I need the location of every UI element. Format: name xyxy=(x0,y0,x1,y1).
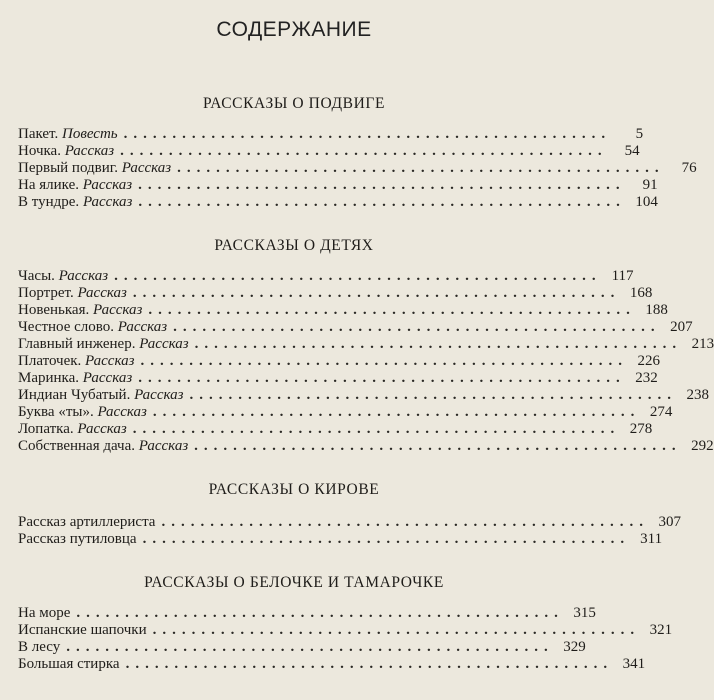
page-number: 168 xyxy=(629,285,653,301)
toc-entry[interactable] xyxy=(18,194,658,210)
toc-entry[interactable] xyxy=(18,639,586,655)
entry-genre: Рассказ xyxy=(121,160,172,176)
entry-genre: Рассказ xyxy=(58,268,109,284)
entry-label xyxy=(18,639,60,655)
entry-title: Платочек. xyxy=(18,353,82,369)
section-heading: РАССКАЗЫ О ДЕТЯХ xyxy=(214,237,374,254)
page-title: СОДЕРЖАНИЕ xyxy=(216,18,372,41)
toc-entry[interactable] xyxy=(18,605,596,621)
entry-label xyxy=(18,160,171,176)
section-heading: РАССКАЗЫ О БЕЛОЧКЕ И ТАМАРОЧКЕ xyxy=(144,574,444,591)
entry-title: В тундре. xyxy=(18,194,80,210)
page-number: 292 xyxy=(691,438,714,454)
entry-genre: Рассказ xyxy=(92,302,143,318)
page-number: 232 xyxy=(635,370,658,386)
entry-label xyxy=(18,514,155,530)
entry-genre: Рассказ xyxy=(64,143,115,159)
entry-label xyxy=(18,656,120,672)
entry-genre: Рассказ xyxy=(85,353,135,369)
entry-genre: Рассказ xyxy=(138,438,189,454)
page-number: 315 xyxy=(573,605,596,621)
entry-label xyxy=(18,370,132,386)
toc-entry[interactable] xyxy=(18,370,658,386)
entry-title: Рассказ путиловца xyxy=(18,531,137,547)
toc-entry[interactable] xyxy=(18,404,673,420)
entry-label xyxy=(18,194,132,210)
entry-title: Маринка. xyxy=(18,370,80,386)
toc-entry[interactable] xyxy=(18,514,681,530)
page-number: 329 xyxy=(563,639,586,655)
leader-dots: .................................................. xyxy=(189,387,677,403)
toc-entry[interactable] xyxy=(18,531,663,547)
page-number: 91 xyxy=(642,177,658,193)
leader-dots: .................................................. xyxy=(66,639,554,655)
entry-label xyxy=(18,421,127,437)
toc-entry[interactable] xyxy=(18,177,658,193)
entry-label xyxy=(18,353,134,369)
page-number: 188 xyxy=(645,302,668,318)
leader-dots: .................................................. xyxy=(177,160,665,176)
page-number: 54 xyxy=(624,143,640,159)
leader-dots: .................................................. xyxy=(142,531,631,547)
leader-dots: .................................................. xyxy=(125,656,614,672)
entry-label xyxy=(18,387,183,403)
entry-genre: Рассказ xyxy=(77,421,127,437)
entry-title: Буква «ты». xyxy=(18,404,94,420)
entry-label xyxy=(18,622,147,638)
entry-genre: Рассказ xyxy=(117,319,168,335)
entry-genre: Повесть xyxy=(62,126,118,142)
leader-dots: .................................................. xyxy=(76,605,564,621)
entry-title: На ялике. xyxy=(18,177,79,193)
page-number: 274 xyxy=(649,404,673,420)
toc-entry[interactable] xyxy=(18,302,668,318)
page-number: 307 xyxy=(658,514,681,530)
page-number: 117 xyxy=(611,268,634,284)
leader-dots: .................................................. xyxy=(138,177,626,193)
entry-label xyxy=(18,605,70,621)
entry-label xyxy=(18,285,127,301)
page-number: 226 xyxy=(637,353,660,369)
entry-title: Лопатка. xyxy=(18,421,74,437)
entry-label xyxy=(18,126,118,142)
page-number: 207 xyxy=(670,319,693,335)
entry-label xyxy=(18,336,189,352)
leader-dots: .................................................. xyxy=(138,370,626,386)
toc-entry[interactable] xyxy=(18,656,646,672)
entry-label xyxy=(18,177,132,193)
entry-title: Портрет. xyxy=(18,285,74,301)
leader-dots: .................................................. xyxy=(138,194,626,210)
entry-title: Индиан Чубатый. xyxy=(18,387,131,403)
page-number: 321 xyxy=(649,622,673,638)
page-number: 213 xyxy=(691,336,714,352)
entry-title: Часы. xyxy=(18,268,55,284)
toc-entry[interactable] xyxy=(18,268,634,284)
entry-genre: Рассказ xyxy=(97,404,147,420)
entry-genre: Рассказ xyxy=(82,194,133,210)
leader-dots: .................................................. xyxy=(173,319,661,335)
leader-dots: .................................................. xyxy=(123,126,612,142)
page-number: 311 xyxy=(640,531,663,547)
entry-label xyxy=(18,531,137,547)
leader-dots: .................................................. xyxy=(194,336,683,352)
leader-dots: .................................................. xyxy=(152,404,641,420)
page-number: 5 xyxy=(635,126,644,142)
toc-entry[interactable] xyxy=(18,160,697,176)
leader-dots: .................................................. xyxy=(161,514,649,530)
entry-genre: Рассказ xyxy=(82,177,133,193)
leader-dots: .................................................. xyxy=(148,302,636,318)
entry-label xyxy=(18,404,147,420)
entry-title: Первый подвиг. xyxy=(18,160,118,176)
section-heading: РАССКАЗЫ О ПОДВИГЕ xyxy=(202,95,386,112)
leader-dots: .................................................. xyxy=(120,143,608,159)
entry-title: Главный инженер. xyxy=(18,336,136,352)
page-number: 76 xyxy=(681,160,697,176)
entry-title: Новенькая. xyxy=(18,302,90,318)
page-number: 278 xyxy=(629,421,653,437)
entry-genre: Рассказ xyxy=(77,285,127,301)
entry-genre: Рассказ xyxy=(139,336,189,352)
entry-title: Собственная дача. xyxy=(18,438,136,454)
page-number: 238 xyxy=(686,387,709,403)
toc-entry[interactable] xyxy=(18,387,709,403)
leader-dots: .................................................. xyxy=(152,622,641,638)
toc-entry[interactable] xyxy=(18,353,660,369)
toc-entry[interactable] xyxy=(18,421,653,437)
entry-title: Пакет. xyxy=(18,126,59,142)
toc-entry[interactable] xyxy=(18,143,640,159)
toc-entry[interactable] xyxy=(18,285,653,301)
entry-label xyxy=(18,438,188,454)
entry-title: Большая стирка xyxy=(18,656,120,672)
toc-entry[interactable] xyxy=(18,438,714,454)
leader-dots: .................................................. xyxy=(132,285,621,301)
leader-dots: .................................................. xyxy=(132,421,621,437)
leader-dots: .................................................. xyxy=(194,438,682,454)
page-number: 341 xyxy=(622,656,646,672)
leader-dots: .................................................. xyxy=(114,268,602,284)
leader-dots: .................................................. xyxy=(140,353,628,369)
section-heading: РАССКАЗЫ О КИРОВЕ xyxy=(208,481,380,498)
entry-title: Честное слово. xyxy=(18,319,114,335)
toc-entry[interactable] xyxy=(18,126,644,142)
entry-title: В лесу xyxy=(18,639,61,655)
entry-title: На море xyxy=(18,605,71,621)
toc-entry[interactable] xyxy=(18,336,714,352)
entry-label xyxy=(18,319,167,335)
entry-label xyxy=(18,268,108,284)
toc-entry[interactable] xyxy=(18,319,693,335)
entry-genre: Рассказ xyxy=(134,387,184,403)
entry-title: Ночка. xyxy=(18,143,61,159)
entry-label xyxy=(18,143,114,159)
page-number: 104 xyxy=(635,194,658,210)
entry-title: Испанские шапочки xyxy=(18,622,147,638)
entry-title: Рассказ артиллериста xyxy=(18,514,156,530)
entry-label xyxy=(18,302,142,318)
toc-entry[interactable] xyxy=(18,622,673,638)
entry-genre: Рассказ xyxy=(82,370,133,386)
